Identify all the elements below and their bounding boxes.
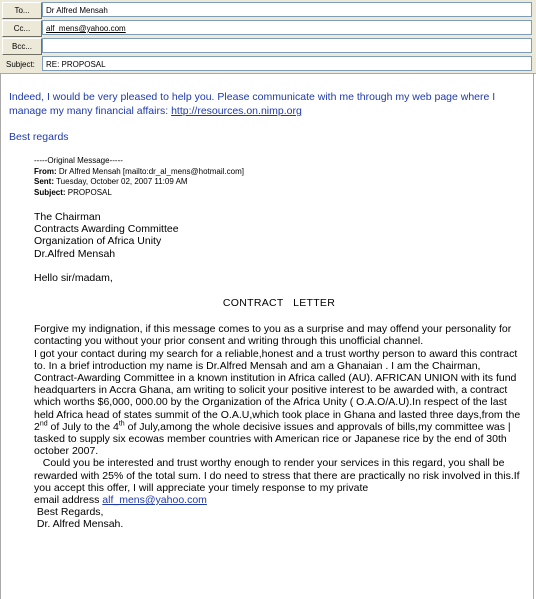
address-line: Dr.Alfred Mensah bbox=[34, 247, 116, 260]
email-prefix: email address bbox=[34, 494, 103, 507]
original-subject-value: PROPOSAL bbox=[67, 187, 112, 197]
original-subject-label: Subject: bbox=[34, 187, 66, 197]
sent-label: Sent: bbox=[34, 177, 54, 186]
paragraph-2-text: I got your contact during my search for a reliable,honest and a trust worthy person to award this contract to. In a brief introduction my name is Dr.Alfred Mensah and am a Ghanaian . I am the Chairman, Contract-Awarding Committee in a known institution in Africa called (AU). AFRICAN UNION with its fund headquarters in Accra Ghana, am writing to solicit your positive interest to be awarded with, a contract which worths $6,000, 000.00 by the Organization of the Africa Unity ( O.A.O/A.U).In respect of the last held Africa head of states summit of the O.A.U,which took place in Ghana and lasted three days,from the 2 bbox=[34, 347, 521, 433]
message-body[interactable] bbox=[0, 74, 534, 599]
reply-sentence: Indeed, I would be very pleased to help you. Please communicate with me through my web page where I manage my many financial affairs: bbox=[9, 91, 496, 117]
signature-regards: Best Regards, bbox=[34, 506, 104, 519]
web-page-link[interactable]: http://resources.on.nimp.org bbox=[171, 105, 302, 117]
address-block bbox=[34, 211, 524, 260]
subject-row bbox=[0, 56, 536, 74]
email-link[interactable]: alf_mens@yahoo.com bbox=[102, 494, 207, 507]
sent-value: Tuesday, October 02, 2007 11:09 AM bbox=[56, 177, 188, 186]
email-line bbox=[34, 494, 524, 506]
greeting: Hello sir/madam, bbox=[34, 271, 113, 284]
paragraph-1: Forgive my indignation, if this message comes to you as a surprise and may offend your personality for contacting you without your prior consent and writing through this unofficial channel. bbox=[34, 323, 512, 348]
original-divider: -----Original Message----- bbox=[34, 156, 123, 165]
message-header bbox=[0, 0, 536, 74]
paragraph-2 bbox=[34, 348, 524, 458]
cc-button[interactable]: Cc... bbox=[2, 20, 42, 37]
from-label: From: bbox=[34, 166, 57, 176]
signature-name: Dr. Alfred Mensah. bbox=[34, 518, 124, 531]
subject-field[interactable]: RE: PROPOSAL bbox=[42, 56, 532, 71]
cc-row bbox=[0, 20, 536, 38]
paragraph-2-text: of July to the 4 bbox=[47, 420, 119, 433]
original-message-header bbox=[34, 156, 524, 198]
to-field[interactable]: Dr Alfred Mensah bbox=[42, 2, 532, 17]
address-line: The Chairman bbox=[34, 211, 101, 223]
subject-label: Subject: bbox=[6, 60, 35, 69]
reply-closing: Best regards bbox=[9, 131, 69, 143]
original-from bbox=[34, 167, 524, 178]
address-line: Organization of Africa Unity bbox=[34, 235, 162, 248]
reply-text bbox=[9, 90, 529, 118]
bcc-field[interactable] bbox=[42, 38, 532, 53]
paragraph-3: Could you be interested and trust worthy enough to render your services in this regard, you shall be rewarded with 25% of the total sum. I do need to stress that there are practically no risk involved in this.If you accept this offer, I will appreciate your timely response to my private bbox=[34, 457, 523, 494]
to-button[interactable]: To... bbox=[2, 2, 42, 19]
bcc-row bbox=[0, 38, 536, 56]
letter-title: CONTRACT LETTER bbox=[222, 297, 336, 310]
superscript-nd: nd bbox=[39, 420, 48, 428]
paragraph-2-text: of July,among the whole decisive issues and approvals of bills,my committee was | tasked to supply six ecowas member countries with American rice or Japanese rice by the end of 30th october 2007. bbox=[34, 420, 511, 458]
superscript-th: th bbox=[118, 420, 125, 428]
original-subject bbox=[34, 188, 524, 199]
address-line: Contracts Awarding Committee bbox=[34, 223, 179, 236]
from-value: Dr Alfred Mensah [mailto:dr_al_mens@hotmail.com] bbox=[58, 166, 244, 176]
letter-body bbox=[34, 211, 524, 531]
original-sent bbox=[34, 177, 524, 188]
bcc-button[interactable]: Bcc... bbox=[2, 38, 42, 55]
cc-field[interactable]: alf_mens@yahoo.com bbox=[42, 20, 532, 35]
to-row bbox=[0, 2, 536, 20]
